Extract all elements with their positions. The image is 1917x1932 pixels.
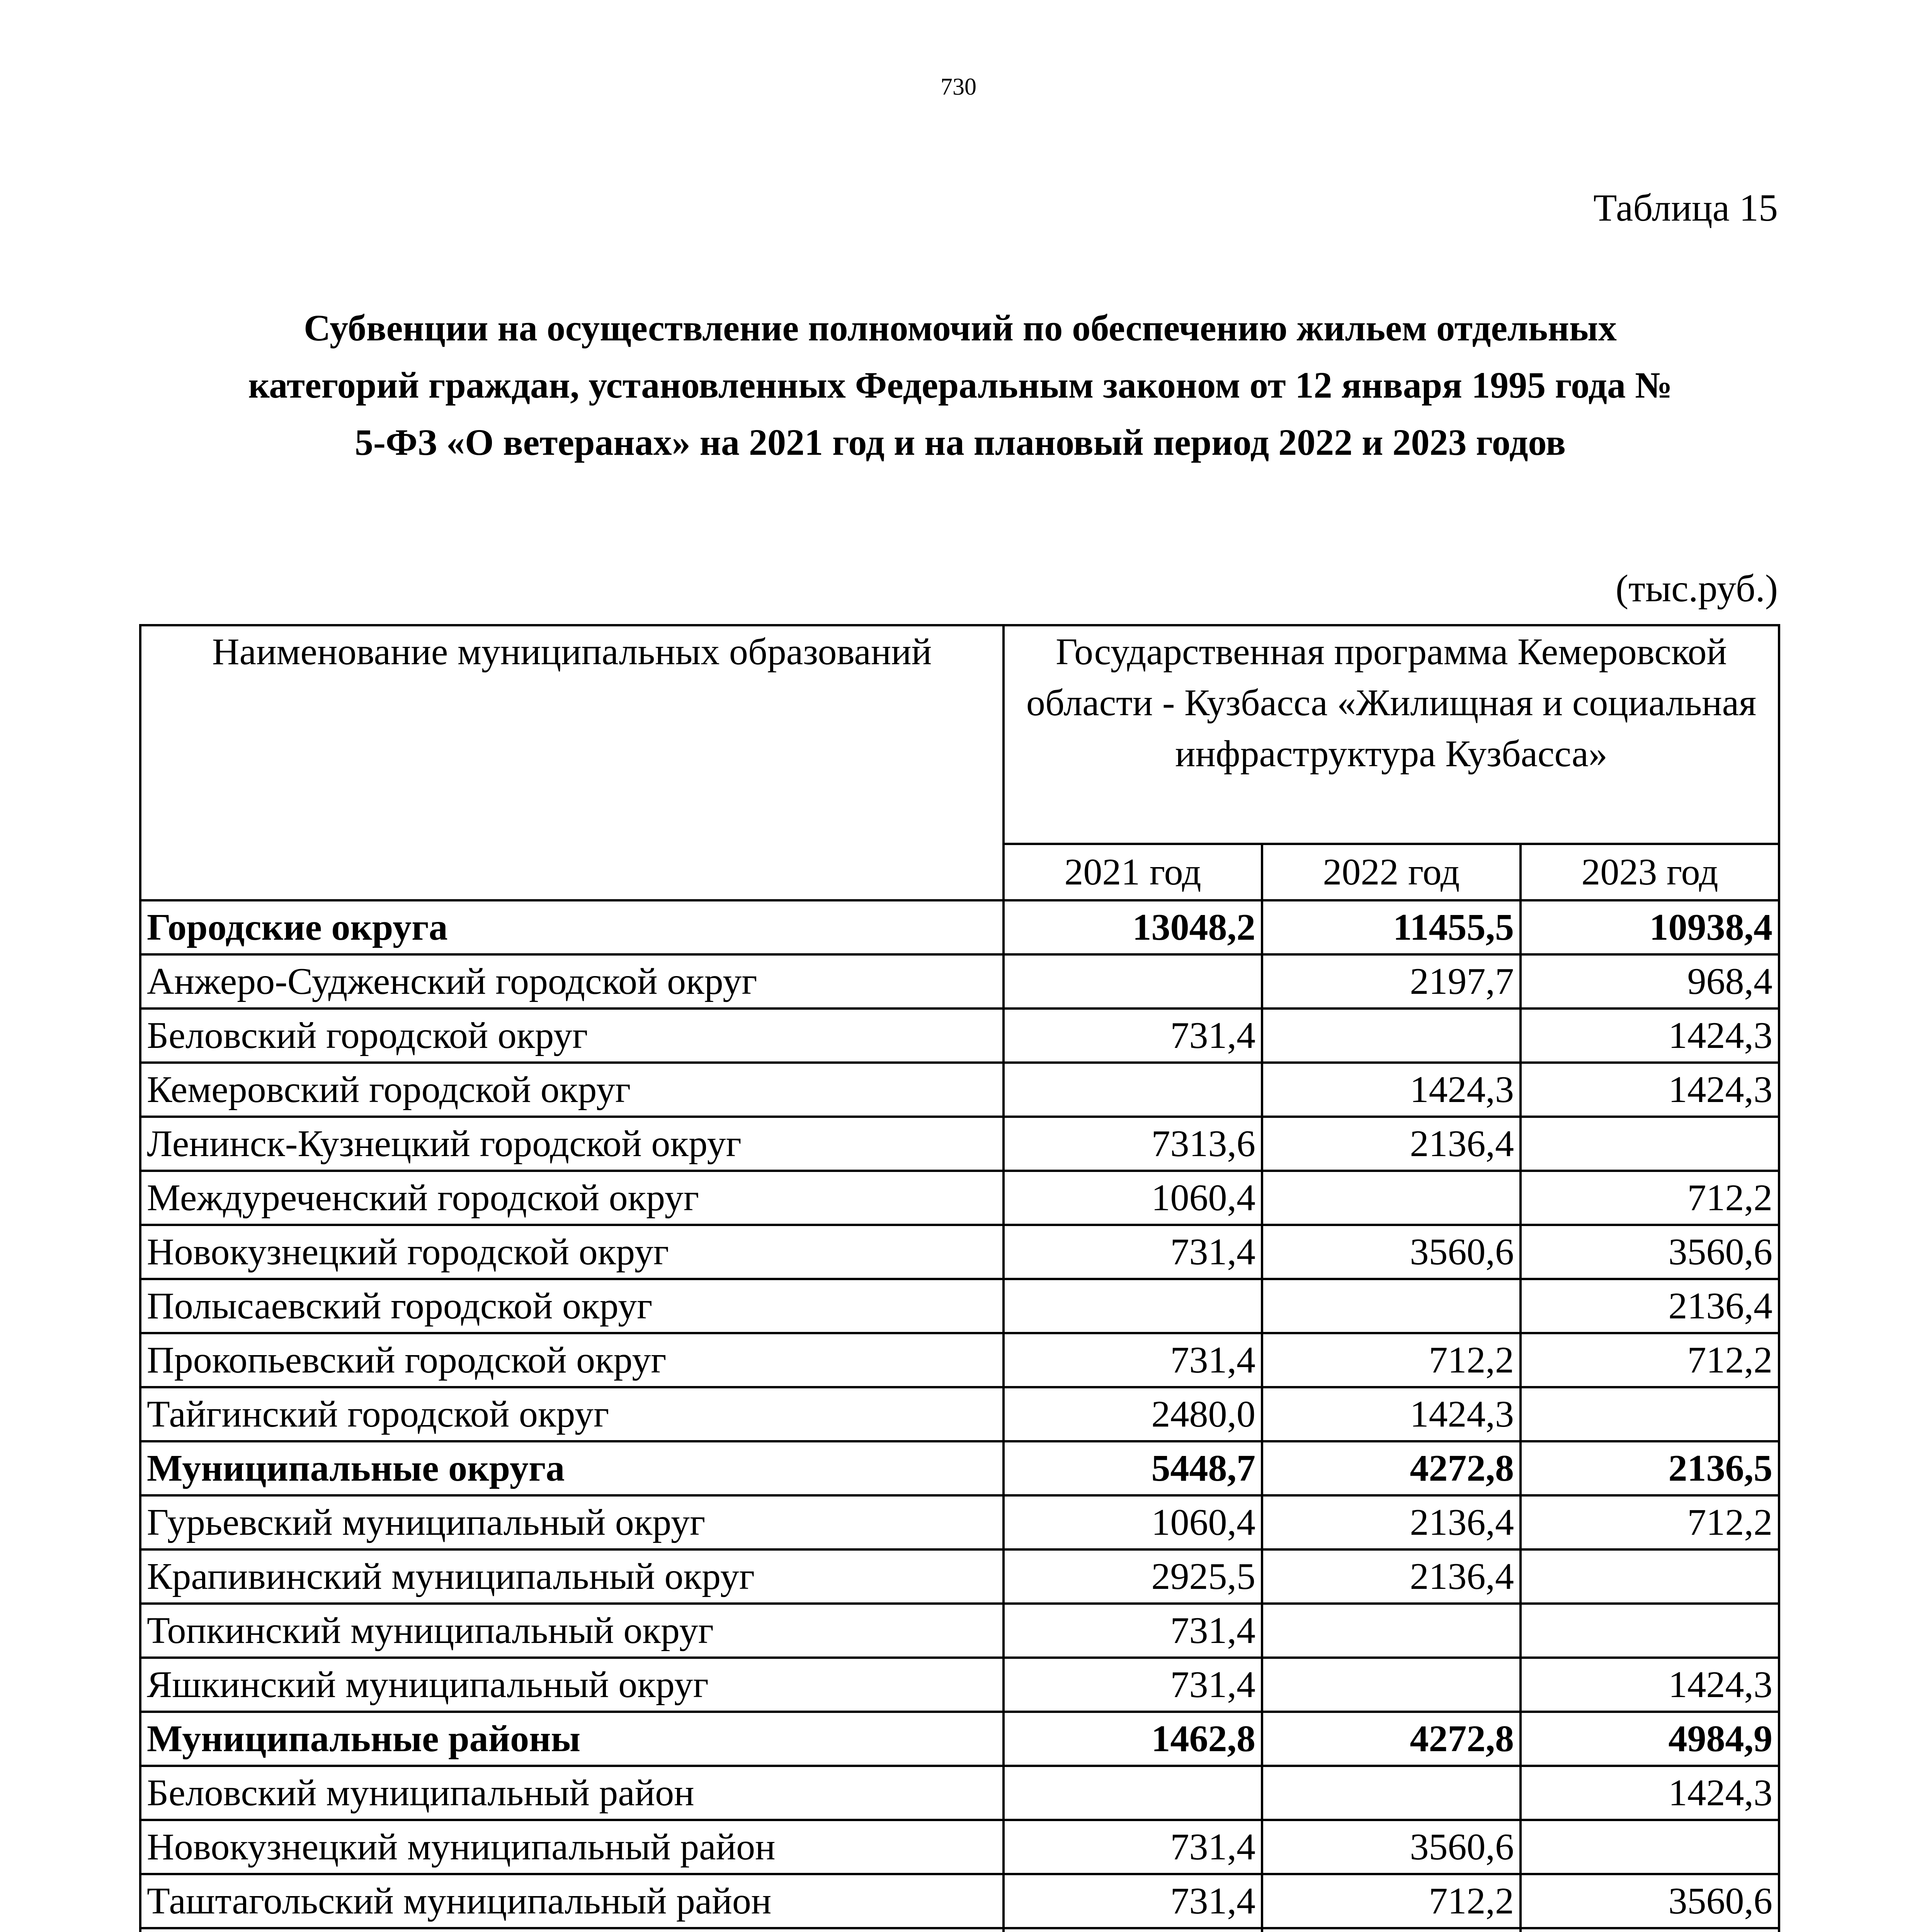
municipality-name-cell: Яшкинский муниципальный округ [140, 1658, 1004, 1712]
value-2022-cell [1262, 1171, 1521, 1225]
municipality-name-cell: Гурьевский муниципальный округ [140, 1495, 1004, 1549]
table-row [140, 1225, 1779, 1279]
value-2023-cell: 3560,6 [1521, 1874, 1779, 1928]
header-year-2022: 2022 год [1262, 844, 1521, 900]
value-2022-cell [1262, 1658, 1521, 1712]
value-2023-cell [1521, 1928, 1779, 1932]
value-2023-cell: 4984,9 [1521, 1712, 1779, 1766]
value-2021-cell: 1060,4 [1004, 1495, 1262, 1549]
value-2021-cell: 731,4 [1004, 1874, 1262, 1928]
value-2022-cell [1262, 1279, 1521, 1333]
document-title [131, 299, 1789, 471]
value-2021-cell: 731,4 [1004, 1604, 1262, 1658]
value-2022-cell: 2136,4 [1262, 1495, 1521, 1549]
table-row [140, 1549, 1779, 1604]
municipality-name-cell: Междуреченский городской округ [140, 1171, 1004, 1225]
table-row [140, 1279, 1779, 1333]
value-2022-cell: 2197,7 [1262, 954, 1521, 1009]
value-2022-cell: 2136,4 [1262, 1117, 1521, 1171]
value-2023-cell: 10938,4 [1521, 900, 1779, 954]
header-year-2021: 2021 год [1004, 844, 1262, 900]
table-row [140, 1387, 1779, 1441]
value-2022-cell: 712,2 [1262, 1874, 1521, 1928]
value-2021-cell: 2480,0 [1004, 1387, 1262, 1441]
table-row [140, 1063, 1779, 1117]
table-body [140, 900, 1779, 1932]
title-line: Субвенции на осуществление полномочий по обеспечению жильем отдельных [304, 307, 1617, 349]
title-line: категорий граждан, установленных Федеральным законом от 12 января 1995 года № [248, 364, 1672, 406]
units-label: (тыс.руб.) [1615, 567, 1778, 610]
table-row [140, 1333, 1779, 1387]
table-row [140, 1604, 1779, 1658]
value-2023-cell [1521, 1604, 1779, 1658]
value-2021-cell: 731,4 [1004, 1333, 1262, 1387]
value-2022-cell: 1424,3 [1262, 1063, 1521, 1117]
table-row [140, 1117, 1779, 1171]
table-row-total [140, 1441, 1779, 1495]
municipality-name-cell: Беловский муниципальный район [140, 1766, 1004, 1820]
table-row [140, 954, 1779, 1009]
value-2023-cell: 712,2 [1521, 1171, 1779, 1225]
value-2022-cell: 4272,8 [1262, 1441, 1521, 1495]
title-line: 5-ФЗ «О ветеранах» на 2021 год и на плановый период 2022 и 2023 годов [354, 422, 1566, 463]
value-2023-cell: 712,2 [1521, 1495, 1779, 1549]
value-2022-cell: 4272,8 [1262, 1712, 1521, 1766]
value-2022-cell: 3560,6 [1262, 1820, 1521, 1874]
value-2022-cell: 3560,6 [1262, 1225, 1521, 1279]
municipality-name-cell: Новокузнецкий муниципальный район [140, 1820, 1004, 1874]
municipality-name-cell: Беловский городской округ [140, 1009, 1004, 1063]
value-2023-cell: 968,4 [1521, 954, 1779, 1009]
value-2023-cell: 1424,3 [1521, 1658, 1779, 1712]
municipality-name-cell: Топкинский муниципальный округ [140, 1604, 1004, 1658]
municipality-name-cell: Полысаевский городской округ [140, 1279, 1004, 1333]
value-2023-cell [1521, 1549, 1779, 1604]
value-2023-cell [1521, 1387, 1779, 1441]
value-2021-cell: 731,4 [1004, 1009, 1262, 1063]
value-2022-cell [1262, 1766, 1521, 1820]
municipality-name-cell: Таштагольский муниципальный район [140, 1874, 1004, 1928]
table-row-total [140, 900, 1779, 954]
value-2022-cell [1262, 1604, 1521, 1658]
table-row [140, 1495, 1779, 1549]
subventions-table [139, 624, 1780, 1932]
value-2021-cell: 1462,8 [1004, 1712, 1262, 1766]
table-row [140, 1171, 1779, 1225]
table-row [140, 1009, 1779, 1063]
value-2021-cell: 731,4 [1004, 1225, 1262, 1279]
header-year-2023: 2023 год [1521, 844, 1779, 900]
value-2022-cell: 2136,4 [1262, 1549, 1521, 1604]
header-program: Государственная программа Кемеровской области - Кузбасса «Жилищная и социальная инфраструктура Кузбасса» [1004, 625, 1779, 844]
municipality-name-cell [140, 1928, 1004, 1932]
value-2023-cell [1521, 1820, 1779, 1874]
value-2023-cell: 2136,5 [1521, 1441, 1779, 1495]
value-2021-cell [1004, 1766, 1262, 1820]
value-2023-cell: 712,2 [1521, 1333, 1779, 1387]
value-2021-cell [1004, 1928, 1262, 1932]
value-2021-cell [1004, 954, 1262, 1009]
municipality-name-cell: Кемеровский городской округ [140, 1063, 1004, 1117]
value-2022-cell [1262, 1928, 1521, 1932]
value-2021-cell: 731,4 [1004, 1820, 1262, 1874]
value-2021-cell: 1060,4 [1004, 1171, 1262, 1225]
municipality-name-cell: Тайгинский городской округ [140, 1387, 1004, 1441]
table-label: Таблица 15 [1593, 186, 1778, 229]
municipality-name-cell: Новокузнецкий городской округ [140, 1225, 1004, 1279]
value-2023-cell: 1424,3 [1521, 1009, 1779, 1063]
value-2022-cell: 11455,5 [1262, 900, 1521, 954]
value-2021-cell [1004, 1279, 1262, 1333]
municipality-name-cell: Анжеро-Судженский городской округ [140, 954, 1004, 1009]
municipality-name-cell: Крапивинский муниципальный округ [140, 1549, 1004, 1604]
municipality-name-cell: Муниципальные округа [140, 1441, 1004, 1495]
table-row [140, 1658, 1779, 1712]
value-2022-cell: 1424,3 [1262, 1387, 1521, 1441]
table-row [140, 1874, 1779, 1928]
value-2021-cell: 731,4 [1004, 1658, 1262, 1712]
table-row-total [140, 1712, 1779, 1766]
value-2021-cell: 5448,7 [1004, 1441, 1262, 1495]
municipality-name-cell: Городские округа [140, 900, 1004, 954]
value-2023-cell [1521, 1117, 1779, 1171]
table-row [140, 1766, 1779, 1820]
value-2021-cell: 7313,6 [1004, 1117, 1262, 1171]
value-2023-cell: 2136,4 [1521, 1279, 1779, 1333]
table-row-total [140, 1928, 1779, 1932]
page-number: 730 [941, 74, 976, 100]
value-2021-cell [1004, 1063, 1262, 1117]
municipality-name-cell: Прокопьевский городской округ [140, 1333, 1004, 1387]
value-2023-cell: 3560,6 [1521, 1225, 1779, 1279]
table-row [140, 1820, 1779, 1874]
value-2023-cell: 1424,3 [1521, 1063, 1779, 1117]
value-2022-cell [1262, 1009, 1521, 1063]
value-2022-cell: 712,2 [1262, 1333, 1521, 1387]
municipality-name-cell: Ленинск-Кузнецкий городской округ [140, 1117, 1004, 1171]
header-municipality-name: Наименование муниципальных образований [140, 625, 1004, 900]
value-2021-cell: 13048,2 [1004, 900, 1262, 954]
municipality-name-cell: Муниципальные районы [140, 1712, 1004, 1766]
value-2023-cell: 1424,3 [1521, 1766, 1779, 1820]
value-2021-cell: 2925,5 [1004, 1549, 1262, 1604]
